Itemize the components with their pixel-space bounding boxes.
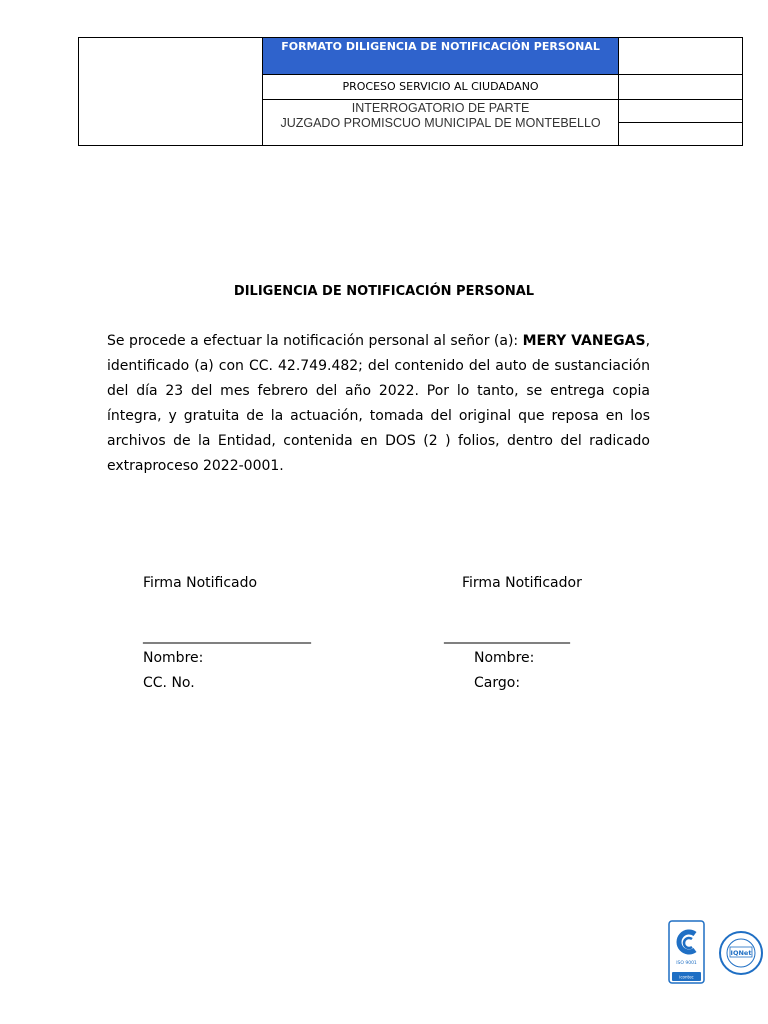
notified-id-label: CC. No.	[143, 675, 195, 691]
signature-label-notified: Firma Notificado	[143, 575, 258, 591]
person-name: MERY VANEGAS	[522, 333, 646, 349]
header-table	[78, 37, 743, 146]
certification-logos	[668, 920, 764, 984]
header-logo-cell	[79, 38, 263, 146]
iqnet-badge-icon	[720, 932, 762, 974]
notifier-role-label: Cargo:	[474, 675, 521, 691]
signature-line-notified: ________________________	[143, 628, 311, 644]
icontec-text: icontec	[679, 974, 694, 980]
header-right-cell-2	[618, 75, 742, 99]
iso-9001-badge-icon	[669, 921, 704, 983]
court-subtitle	[263, 99, 619, 145]
document-title: DILIGENCIA DE NOTIFICACIÓN PERSONAL	[233, 284, 535, 299]
paragraph-intro: Se procede a efectuar la notificación personal al señor (a):	[107, 333, 523, 349]
header-right-cell-4	[618, 122, 742, 145]
iso-badge-text: ISO 9001	[676, 961, 697, 966]
notified-name-label: Nombre:	[143, 650, 204, 666]
signature-label-notifier: Firma Notificador	[462, 575, 582, 591]
paragraph-rest: , identificado (a) con CC. 42.749.482; del contenido del auto de sustanciación del día 23 del mes febrero del año 2022. Por lo tanto, se entrega copia íntegra, y gratuita de la actuación, tomada del original que reposa en los archivos de la Entidad, contenida en DOS (2 ) folios, dentro del radicado extraproceso 2022-0001.	[107, 333, 651, 474]
iqnet-text: IQNet	[730, 949, 752, 957]
notifier-name-label: Nombre:	[474, 650, 535, 666]
subtitle-line-1: INTERROGATORIO DE PARTE	[351, 100, 530, 115]
process-name: PROCESO SERVICIO AL CIUDADANO	[263, 75, 619, 99]
header-right-cell-1	[618, 38, 742, 75]
form-title: FORMATO DILIGENCIA DE NOTIFICACIÓN PERSONAL	[263, 38, 619, 75]
signature-line-notifier: __________________	[444, 628, 570, 644]
notification-paragraph	[107, 329, 650, 479]
subtitle-line-2: JUZGADO PROMISCUO MUNICIPAL DE MONTEBELLO	[280, 115, 601, 130]
header-right-cell-3	[618, 99, 742, 122]
